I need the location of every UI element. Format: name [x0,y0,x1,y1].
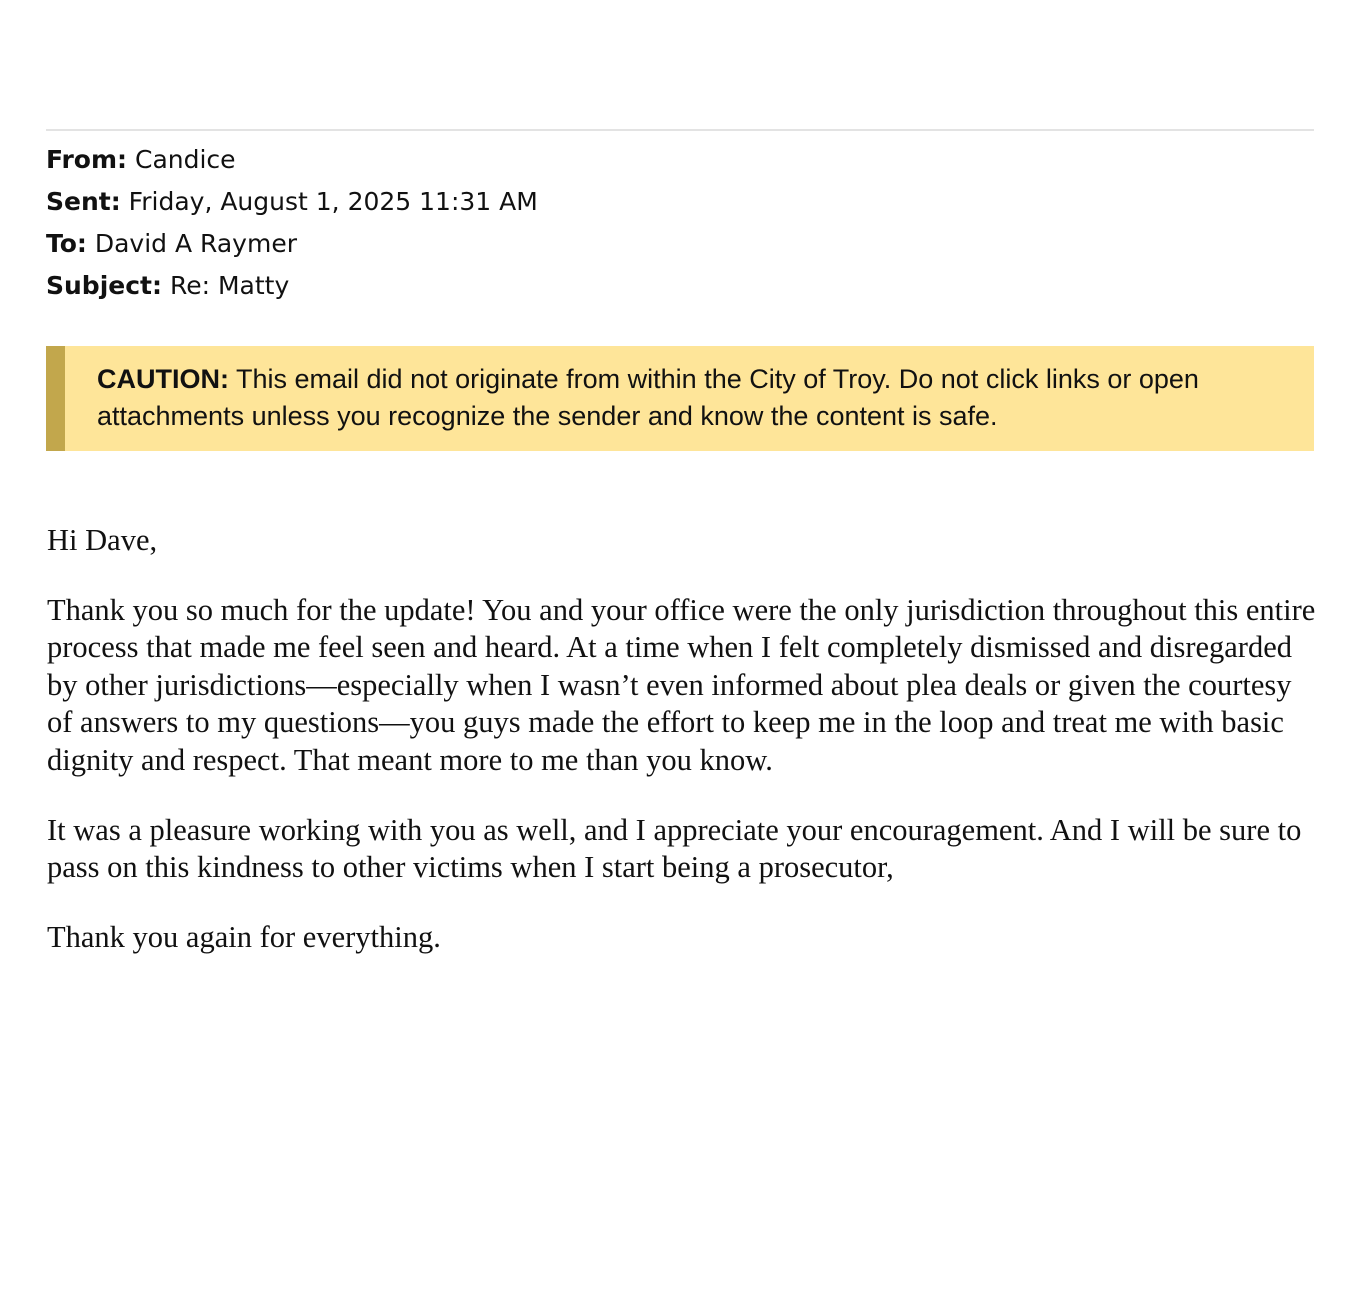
subject-label: Subject: [46,271,162,300]
caution-text: This email did not originate from within the City of Troy. Do not click links or open attachments unless you recognize the sender and know the content is safe. [97,364,1199,431]
caution-accent-bar [46,346,65,451]
closing-line: Thank you again for everything. [47,919,441,954]
sent-value: Friday, August 1, 2025 11:31 AM [128,187,538,216]
to-label: To: [46,229,87,258]
email-headers [46,142,538,310]
email-body [47,522,1317,988]
from-label: From: [46,145,128,174]
header-divider [46,129,1314,131]
sent-line [46,184,538,226]
caution-banner [46,346,1314,451]
caution-message [97,361,1312,435]
sent-label: Sent: [46,187,121,216]
subject-line [46,268,538,310]
body-paragraph-2: It was a pleasure working with you as well, and I appreciate your encouragement. And I will be sure to pass on this kindness to other victims when I start being a prosecutor, [47,812,1302,885]
from-line [46,142,538,184]
greeting: Hi Dave, [47,523,158,557]
from-value: Candice [134,145,236,174]
to-line [46,226,538,268]
subject-value: Re: Matty [169,271,290,300]
body-paragraph-1: Thank you so much for the update! You and your office were the only jurisdiction throughout this entire process that made me feel seen and heard. At a time when I felt completely dismissed and disregarded by other jurisdictions—especially when I wasn’t even informed about plea deals or given the courtesy of answers to my questions—you guys made the effort to keep me in the loop and treat me with basic dignity and respect. That meant more to me than you know. [47,592,1316,777]
to-value: David A Raymer [94,229,297,258]
caution-label: CAUTION: [97,364,229,394]
